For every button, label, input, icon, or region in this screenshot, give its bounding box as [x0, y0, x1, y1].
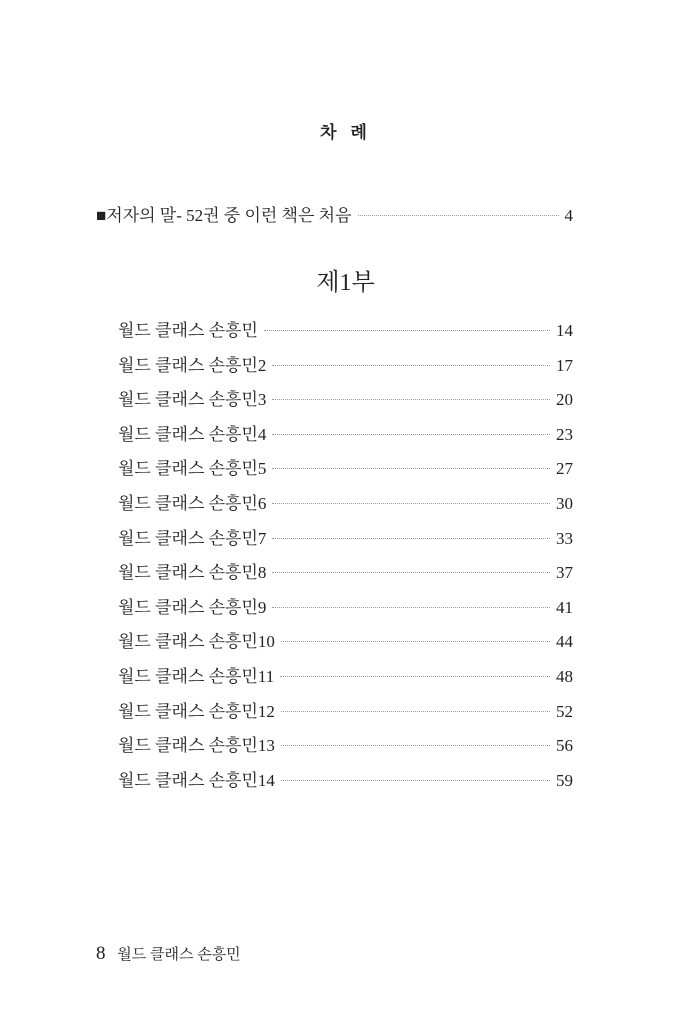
dot-leader — [272, 607, 550, 608]
dot-leader — [280, 676, 550, 677]
toc-entry-page: 20 — [556, 390, 573, 410]
toc-entry-page: 27 — [556, 459, 573, 479]
toc-entry-label: 월드 클래스 손흥민9 — [118, 597, 267, 617]
toc-entry-label: 월드 클래스 손흥민12 — [118, 701, 275, 721]
toc-entry-label: 월드 클래스 손흥민11 — [118, 667, 275, 686]
dot-leader — [272, 468, 550, 469]
toc-entry[interactable] — [118, 316, 573, 341]
running-title: 월드 클래스 손흥민 — [117, 947, 241, 963]
dot-leader — [272, 538, 550, 539]
part-heading: 제1부 — [316, 270, 375, 296]
toc-entry-page: 4 — [564, 206, 573, 225]
toc-entry-label: 월드 클래스 손흥민7 — [118, 528, 267, 548]
toc-entry[interactable] — [118, 454, 573, 479]
toc-entry-label: 월드 클래스 손흥민13 — [118, 736, 275, 756]
toc-entry-page: 17 — [556, 355, 573, 375]
toc-entry-label: 월드 클래스 손흥민6 — [118, 494, 267, 513]
toc-entry-label: 월드 클래스 손흥민2 — [118, 355, 267, 375]
dot-leader — [281, 745, 550, 746]
toc-entry-label: 월드 클래스 손흥민8 — [118, 563, 267, 583]
toc-entry-page: 56 — [556, 736, 573, 756]
page-footer — [96, 943, 241, 965]
dot-leader — [272, 503, 550, 504]
toc-entry-page: 48 — [556, 667, 573, 686]
toc-entry[interactable] — [118, 385, 573, 410]
toc-entry[interactable] — [118, 697, 573, 722]
toc-entry-preface[interactable] — [96, 201, 573, 226]
toc-entry[interactable] — [118, 766, 573, 791]
toc-entry-label: 월드 클래스 손흥민4 — [118, 424, 267, 444]
toc-entry-page: 52 — [556, 701, 573, 721]
toc-heading: 차 례 — [320, 123, 371, 143]
toc-entry[interactable] — [118, 627, 573, 652]
toc-entry[interactable] — [118, 489, 573, 514]
dot-leader — [272, 434, 550, 435]
toc-entry[interactable] — [118, 420, 573, 445]
toc-entry-page: 44 — [556, 632, 573, 652]
dot-leader — [281, 711, 550, 712]
toc-entry[interactable] — [118, 524, 573, 549]
toc-entry-page: 33 — [556, 528, 573, 548]
toc-entry[interactable] — [118, 662, 573, 687]
toc-entry-label: 월드 클래스 손흥민5 — [118, 459, 267, 479]
dot-leader — [272, 572, 550, 573]
toc-entry-page: 41 — [556, 597, 573, 617]
toc-entry-page: 30 — [556, 494, 573, 513]
toc-entry-page: 59 — [556, 770, 573, 790]
toc-entry-label: 월드 클래스 손흥민3 — [118, 390, 267, 410]
toc-entry-page: 37 — [556, 563, 573, 583]
toc-entry-page: 14 — [556, 321, 573, 340]
dot-leader — [358, 215, 559, 216]
toc-entry[interactable] — [118, 351, 573, 376]
toc-entry-label: 월드 클래스 손흥민 — [118, 321, 258, 340]
toc-entry-label: 월드 클래스 손흥민14 — [118, 770, 275, 790]
toc-entry-label: 월드 클래스 손흥민10 — [118, 632, 275, 652]
toc-entry[interactable] — [118, 558, 573, 583]
page-number: 8 — [96, 943, 106, 964]
dot-leader — [281, 641, 550, 642]
dot-leader — [272, 399, 550, 400]
dot-leader — [281, 780, 550, 781]
toc-entry-label: ■저자의 말- 52권 중 이런 책은 처음 — [96, 206, 352, 225]
toc-entry-page: 23 — [556, 424, 573, 444]
dot-leader — [264, 330, 550, 331]
toc-entry[interactable] — [118, 593, 573, 618]
dot-leader — [272, 365, 550, 366]
toc-entry[interactable] — [118, 731, 573, 756]
